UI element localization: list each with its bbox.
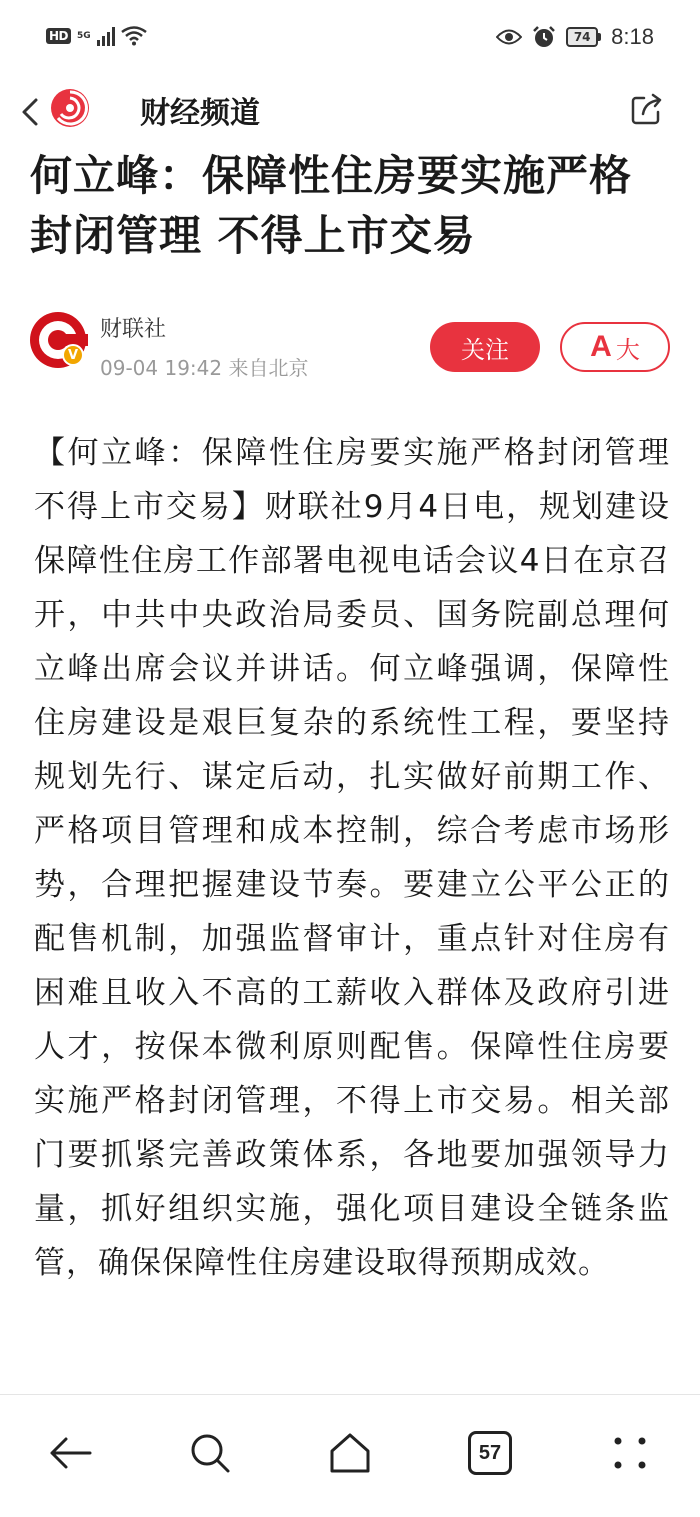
font-size-button[interactable] [560, 322, 670, 372]
author-name[interactable]: 财联社 [100, 317, 167, 342]
logo-icon[interactable] [50, 88, 90, 128]
top-navbar [0, 80, 700, 146]
back-icon[interactable] [18, 94, 44, 130]
status-right [496, 24, 654, 50]
author-row [0, 308, 700, 388]
article-body: 【何立峰：保障性住房要实施严格封闭管理 不得上市交易】财联社9月4日电，规划建设保障性住房工作部署电视电话会议4日在京召开，中共中央政治局委员、国务院副总理何立峰出席会议并讲话。何立峰强调，保障性住房建设是艰巨复杂的系统性工程，要坚持规划先行、谋定后动，扎实做好前期工作、严格项目管理和成本控制，综合考虑市场形势，合理把握建设节奏。要建立公平公正的配售机制，加强监督审计，重点针对住房有困难且收入不高的工薪收入群体及政府引进人才，按保本微利原则配售。保障性住房要实施严格封闭管理，不得上市交易。相关部门要抓紧完善政策体系，各地要加强领导力量，抓好组织实施，强化项目建设全链条监管，确保保障性住房建设取得预期成效。 [34, 435, 670, 1281]
publish-meta: 09-04 19:42 来自北京 [100, 356, 309, 380]
battery-icon [566, 27, 601, 47]
tabs-icon[interactable]: 57 [468, 1431, 512, 1475]
search-icon[interactable] [186, 1429, 234, 1477]
article-headline: 何立峰：保障性住房要实施严格封闭管理 不得上市交易 [30, 151, 633, 260]
channel-title: 财经频道 [140, 96, 260, 131]
font-size-a: A [590, 330, 612, 363]
eye-icon [496, 28, 522, 46]
font-size-label: 大 [615, 335, 640, 364]
status-left [46, 26, 147, 46]
bottom-toolbar [0, 1394, 700, 1517]
clock: 8:18 [611, 24, 654, 49]
network-type: 5G [77, 30, 91, 41]
home-icon[interactable] [326, 1429, 374, 1477]
back-arrow-icon[interactable] [46, 1429, 94, 1477]
more-icon[interactable] [606, 1429, 654, 1477]
signal-icon [97, 26, 115, 46]
status-bar [0, 0, 700, 80]
alarm-icon [532, 25, 556, 49]
follow-button[interactable]: 关注 [430, 322, 540, 372]
share-icon[interactable] [630, 92, 664, 126]
verified-badge-icon: V [62, 344, 84, 366]
battery-level: 74 [566, 27, 598, 47]
hd-badge: HD [46, 28, 71, 44]
wifi-icon [121, 26, 147, 46]
